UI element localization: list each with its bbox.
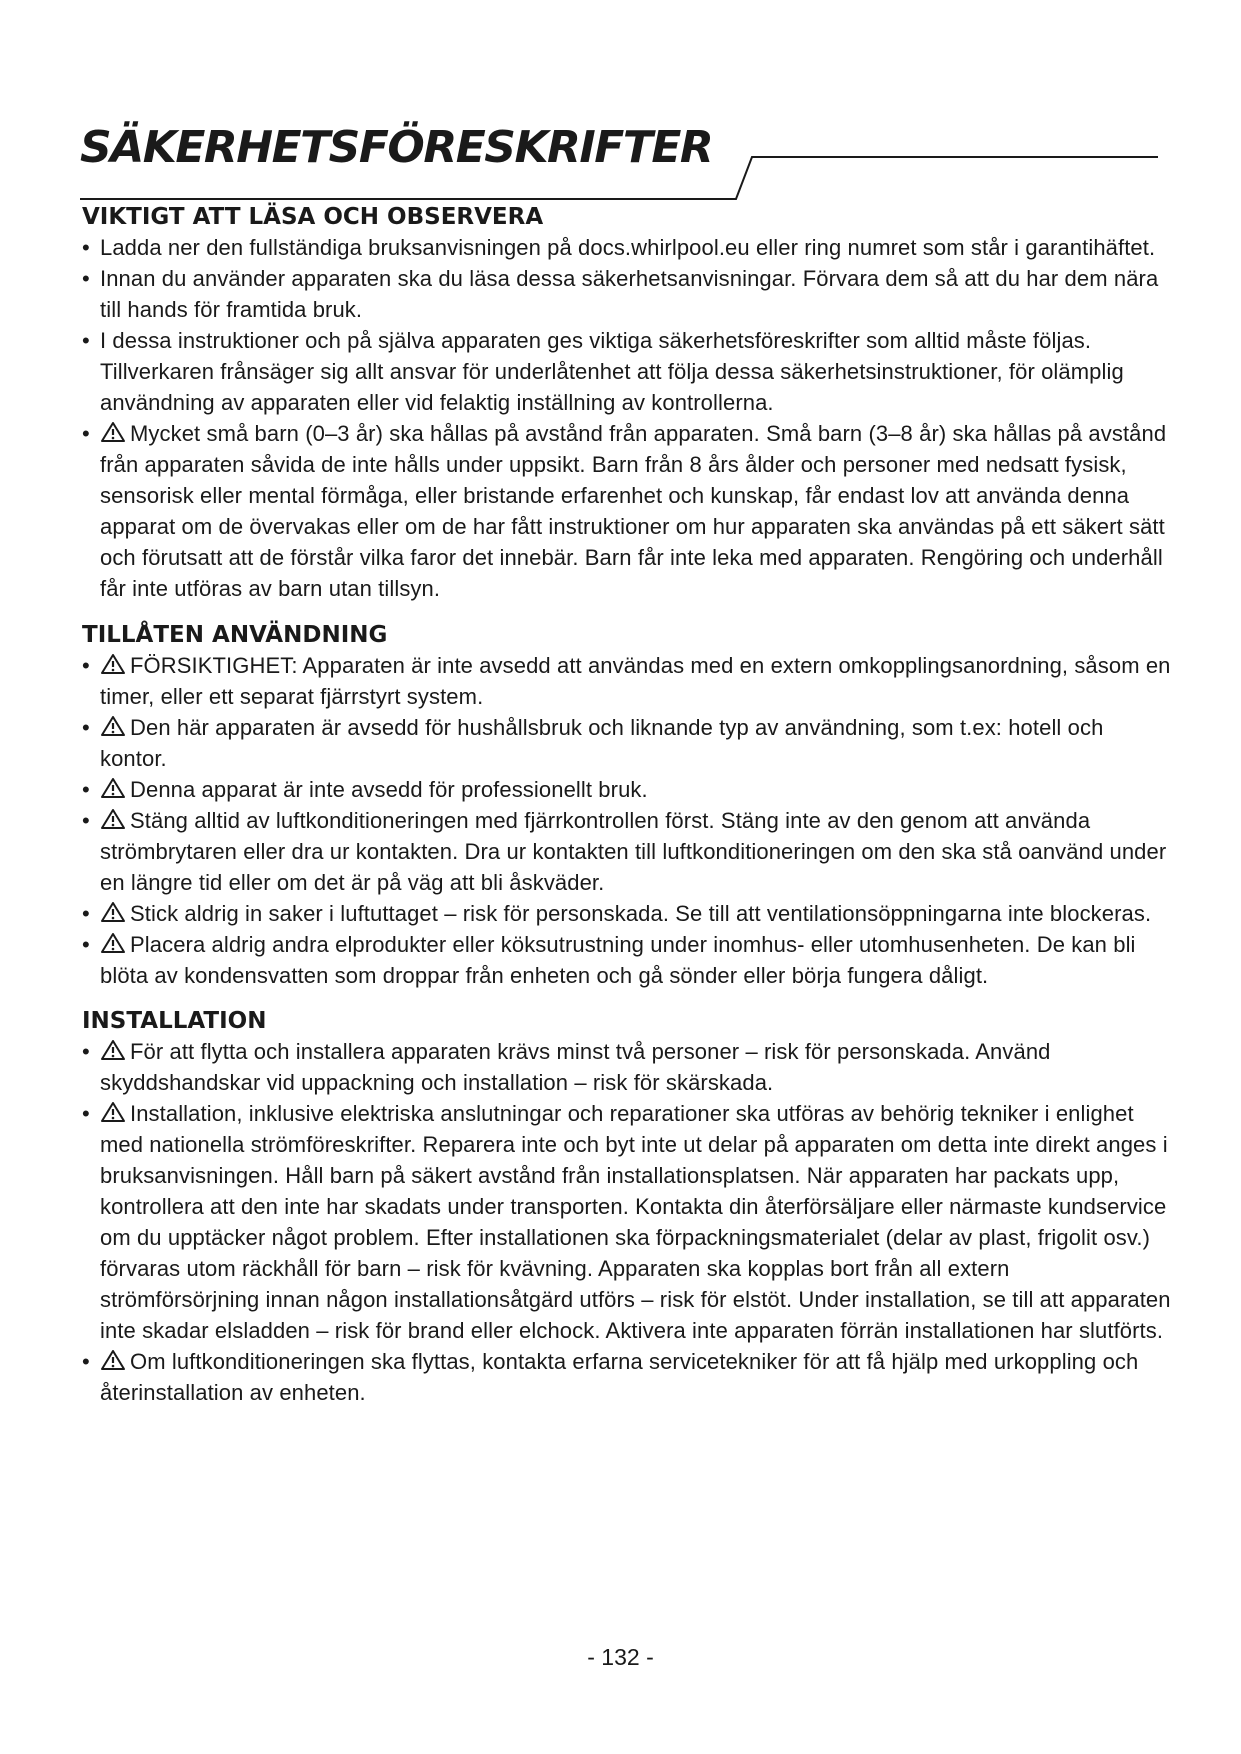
warning-triangle-icon <box>100 777 126 799</box>
item-text: Mycket små barn (0–3 år) ska hållas på avstånd från apparaten. Små barn (3–8 år) ska hållas på avstånd från apparaten såvida de inte hålls under uppsikt. Barn från 8 års ålder och personer med nedsatt fysisk, sensorisk eller mental förmåga, eller bristande erfarenhet och kunskap, får endast lov att använda denna apparat om de övervakas eller om de har fått instruktioner om hur apparaten ska användas på ett säkert sätt och förutsatt att de förstår vilka faror det innebär. Barn får inte leka med apparaten. Rengöring och underhåll får inte utföras av barn utan tillsyn. <box>100 421 1167 601</box>
list-item <box>82 418 1172 604</box>
item-text: Stick aldrig in saker i luftuttaget – risk för personskada. Se till att ventilationsöppningarna inte blockeras. <box>130 901 1152 926</box>
item-text: Ladda ner den fullständiga bruksanvisningen på docs.whirlpool.eu eller ring numret som står i garantihäftet. <box>100 235 1156 260</box>
warning-triangle-icon <box>100 715 126 737</box>
list-item <box>82 774 1172 805</box>
bullet-marker: • <box>82 653 90 678</box>
warning-triangle-icon <box>100 421 126 443</box>
item-text: Den här apparaten är avsedd för hushållsbruk och liknande typ av användning, som t.ex: hotell och kontor. <box>100 715 1104 771</box>
item-text: Placera aldrig andra elprodukter eller köksutrustning under inomhus- eller utomhusenheten. De kan bli blöta av kondensvatten som droppar från enheten och gå sönder eller börja fungera dåligt. <box>100 932 1136 988</box>
item-text: Stäng alltid av luftkonditioneringen med fjärrkontrollen först. Stäng inte av den genom att använda strömbrytaren eller dra ur kontakten. Dra ur kontakten till luftkonditioneringen om den ska stå oanvänd under en längre tid eller om det är på väg att bli åskväder. <box>100 808 1167 895</box>
item-text: För att flytta och installera apparaten krävs minst två personer – risk för personskada. Använd skyddshandskar vid uppackning och installation – risk för skärskada. <box>100 1039 1051 1095</box>
bullet-marker: • <box>82 715 90 740</box>
list-item <box>82 1036 1172 1098</box>
list-item <box>82 805 1172 898</box>
warning-triangle-icon <box>100 1039 126 1061</box>
item-text: Installation, inklusive elektriska anslutningar och reparationer ska utföras av behörig tekniker i enlighet med nationella strömföreskrifter. Reparera inte och byt inte ut delar på apparaten om detta inte direkt anges i bruksanvisningen. Håll barn på säkert avstånd från installationsplatsen. När apparaten har packats upp, kontrollera att den inte har skadats under transporten. Kontakta din återförsäljare eller närmaste kundservice om du upptäcker något problem. Efter installationen ska förpackningsmaterialet (delar av plast, frigolit osv.) förvaras utom räckhåll för barn – risk för kvävning. Apparaten ska kopplas bort från all extern strömförsörjning innan någon installationsåtgärd utförs – risk för elstöt. Under installation, se till att apparaten inte skadar elsladden – risk för brand eller elchock. Aktivera inte apparaten förrän installationen har slutförts. <box>100 1101 1171 1343</box>
item-text: FÖRSIKTIGHET: Apparaten är inte avsedd att användas med en extern omkopplingsanordning, såsom en timer, eller ett separat fjärrstyrt system. <box>100 653 1171 709</box>
bullet-list <box>82 1036 1172 1408</box>
bullet-marker: • <box>82 266 90 291</box>
item-text: Denna apparat är inte avsedd för professionellt bruk. <box>130 777 648 802</box>
list-item <box>82 1098 1172 1346</box>
section-heading: VIKTIGT ATT LÄSA OCH OBSERVERA <box>82 204 544 230</box>
title-underline-rule <box>80 140 1160 200</box>
page-title: SÄKERHETSFÖRESKRIFTER <box>80 122 713 173</box>
bullet-marker: • <box>82 328 90 353</box>
list-item <box>82 232 1172 263</box>
bullet-list <box>82 232 1172 604</box>
warning-triangle-icon <box>100 653 126 675</box>
list-item <box>82 898 1172 929</box>
section-heading: INSTALLATION <box>82 1008 267 1034</box>
list-item <box>82 325 1172 418</box>
item-text: Om luftkonditioneringen ska flyttas, kontakta erfarna servicetekniker för att få hjälp med urkoppling och återinstallation av enheten. <box>100 1349 1139 1405</box>
list-item <box>82 929 1172 991</box>
list-item <box>82 1346 1172 1408</box>
item-text: I dessa instruktioner och på själva apparaten ges viktiga säkerhetsföreskrifter som alltid måste följas. Tillverkaren frånsäger sig allt ansvar för underlåtenhet att följa dessa säkerhetsinstruktioner, för olämplig användning av apparaten eller vid felaktig inställning av kontrollerna. <box>100 328 1124 415</box>
warning-triangle-icon <box>100 901 126 923</box>
list-item <box>82 263 1172 325</box>
page-number: - 132 - <box>587 1644 654 1670</box>
section-installation <box>82 1006 1172 1408</box>
list-item <box>82 712 1172 774</box>
bullet-marker: • <box>82 932 90 957</box>
bullet-marker: • <box>82 901 90 926</box>
bullet-marker: • <box>82 235 90 260</box>
bullet-marker: • <box>82 1101 90 1126</box>
section-heading: TILLÅTEN ANVÄNDNING <box>82 622 388 648</box>
warning-triangle-icon <box>100 1349 126 1371</box>
item-text: Innan du använder apparaten ska du läsa dessa säkerhetsanvisningar. Förvara dem så att du har dem nära till hands för framtida bruk. <box>100 266 1159 322</box>
document-body <box>82 202 1172 1408</box>
section-permitted-use <box>82 620 1172 991</box>
warning-triangle-icon <box>100 1101 126 1123</box>
bullet-marker: • <box>82 1039 90 1064</box>
warning-triangle-icon <box>100 932 126 954</box>
bullet-marker: • <box>82 1349 90 1374</box>
list-item <box>82 650 1172 712</box>
section-important-read <box>82 202 1172 604</box>
bullet-marker: • <box>82 808 90 833</box>
bullet-marker: • <box>82 777 90 802</box>
bullet-marker: • <box>82 421 90 446</box>
bullet-list <box>82 650 1172 991</box>
warning-triangle-icon <box>100 808 126 830</box>
